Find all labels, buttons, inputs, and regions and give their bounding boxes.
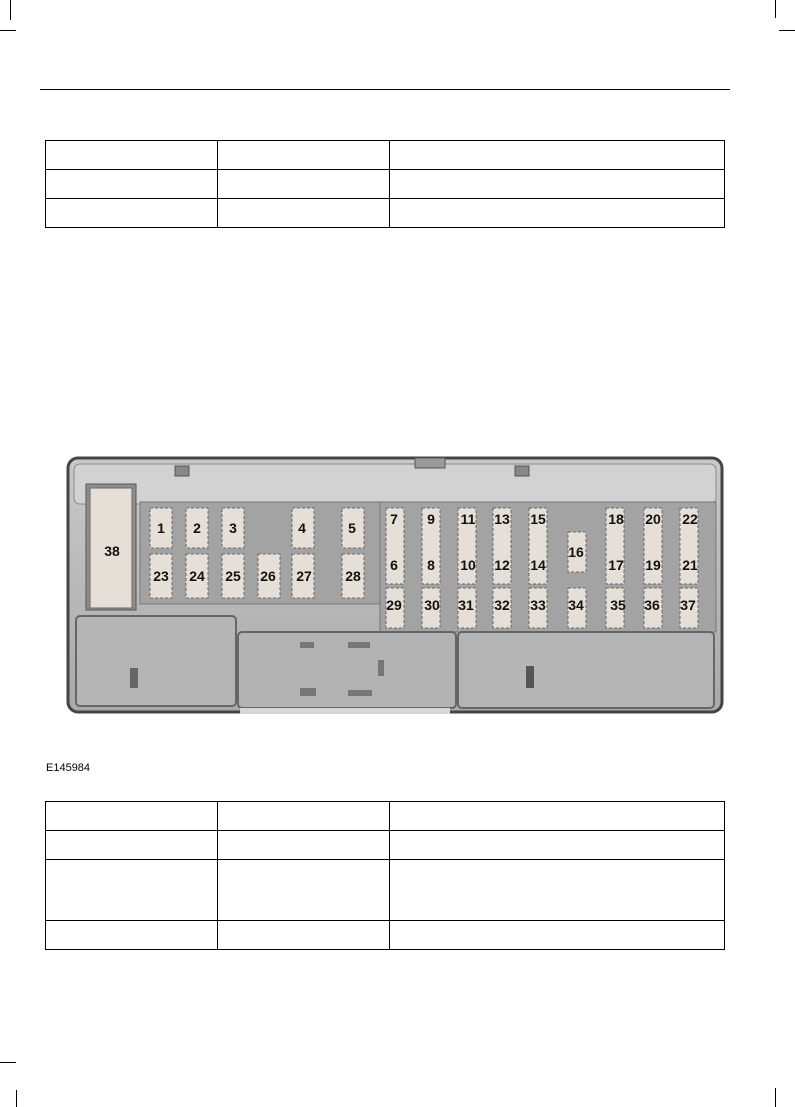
table-cell xyxy=(218,860,390,921)
fuse-label: 27 xyxy=(296,568,312,584)
fuse-label: 17 xyxy=(608,557,624,573)
fuse-label: 28 xyxy=(345,568,361,584)
table-row xyxy=(46,199,725,228)
table-cell xyxy=(390,141,725,170)
table-cell xyxy=(46,170,218,199)
table-cell xyxy=(218,141,390,170)
table-cell xyxy=(46,141,218,170)
fuse-label: 23 xyxy=(153,568,169,584)
table-row xyxy=(46,170,725,199)
table-cell xyxy=(390,802,725,831)
table-row xyxy=(46,802,725,831)
table-cell xyxy=(218,802,390,831)
crop-mark xyxy=(0,30,16,31)
table-cell xyxy=(46,831,218,860)
table-cell xyxy=(218,170,390,199)
crop-mark xyxy=(16,1090,17,1107)
fuse-label: 14 xyxy=(530,557,546,573)
fuse-label: 9 xyxy=(427,511,435,527)
fuse-label: 37 xyxy=(680,597,696,613)
fuse-table-top xyxy=(45,140,725,228)
table-row xyxy=(46,831,725,860)
crop-mark xyxy=(775,0,776,18)
fuse-label: 36 xyxy=(644,597,660,613)
fuse-label: 22 xyxy=(682,511,698,527)
table-cell xyxy=(390,170,725,199)
fuse-label: 34 xyxy=(568,597,584,613)
table-cell xyxy=(46,921,218,950)
crop-mark xyxy=(10,0,11,20)
fuse-label: 3 xyxy=(229,520,237,536)
fuse-label: 30 xyxy=(424,597,440,613)
fuse-label: 29 xyxy=(386,597,402,613)
figure-id: E145984 xyxy=(46,762,91,774)
table-cell xyxy=(46,802,218,831)
fuse-label: 32 xyxy=(494,597,510,613)
table-cell xyxy=(46,860,218,921)
fuse-label: 11 xyxy=(460,511,476,527)
crop-mark xyxy=(775,1088,776,1107)
fuse-label: 8 xyxy=(427,557,435,573)
fuse-label: 7 xyxy=(390,511,398,527)
fuse-label: 25 xyxy=(225,568,241,584)
table-cell xyxy=(218,199,390,228)
fuse-label: 26 xyxy=(260,568,276,584)
fuse-table-bottom xyxy=(45,801,725,950)
header-rule xyxy=(40,89,730,90)
fuse-label: 5 xyxy=(348,520,356,536)
crop-mark xyxy=(779,30,795,31)
crop-mark xyxy=(0,1062,16,1063)
fuse-label: 21 xyxy=(682,557,698,573)
fuse-label: 6 xyxy=(390,557,398,573)
fuse-label: 10 xyxy=(460,557,476,573)
fuse-label: 1 xyxy=(157,520,165,536)
table-row xyxy=(46,141,725,170)
table-row xyxy=(46,860,725,921)
table-cell xyxy=(218,831,390,860)
table-row xyxy=(46,921,725,950)
fuse-label: 19 xyxy=(645,557,661,573)
table-cell xyxy=(46,199,218,228)
table-cell xyxy=(390,199,725,228)
fuse-box-diagram xyxy=(60,446,732,746)
fuse-label: 20 xyxy=(645,511,661,527)
table-cell xyxy=(390,921,725,950)
fuse-label: 15 xyxy=(530,511,546,527)
fuse-label: 18 xyxy=(608,511,624,527)
fuse-label: 35 xyxy=(610,597,626,613)
fuse-label: 2 xyxy=(193,520,201,536)
fuse-label: 13 xyxy=(494,511,510,527)
fuse-label: 16 xyxy=(568,544,584,560)
fuse-label: 12 xyxy=(494,557,510,573)
fuse-label: 31 xyxy=(458,597,474,613)
table-cell xyxy=(218,921,390,950)
fuse-label: 38 xyxy=(104,543,120,559)
table-cell xyxy=(390,831,725,860)
fuse-label: 4 xyxy=(298,520,306,536)
fuse-label: 33 xyxy=(530,597,546,613)
table-cell xyxy=(390,860,725,921)
fuse-label: 24 xyxy=(189,568,205,584)
